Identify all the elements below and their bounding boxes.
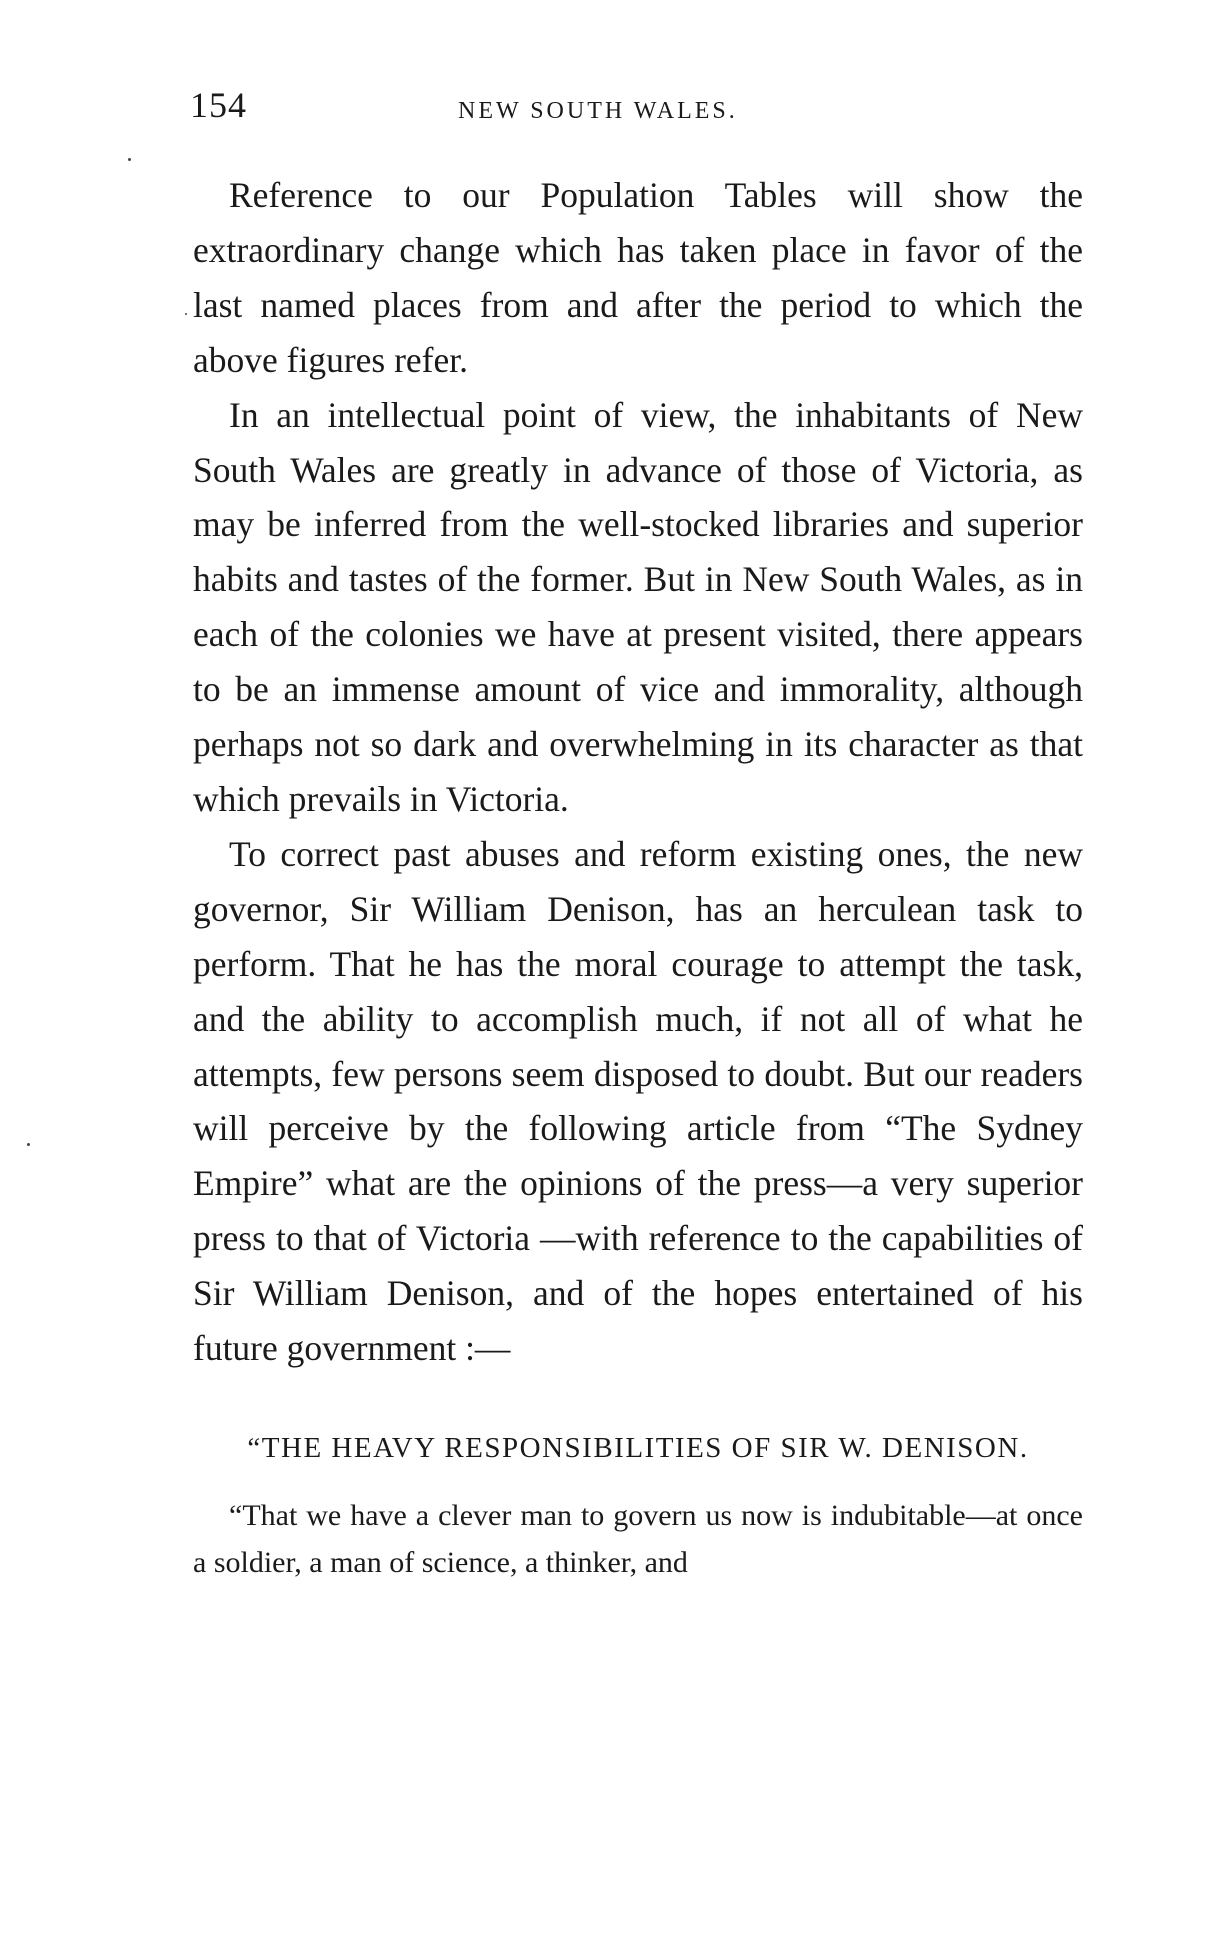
paragraph-intellectual-view: In an intellectual point of view, the inhabitants of New South Wales are greatly in advance of those of Victoria, as may be inferred from the well-stocked libraries and superior habits and tastes of the former. But in New South Wales, as in each of the colonies we have at present visited, there appears to be an immense amount of vice and immorality, although perhaps not so dark and overwhelming in its character as that which prevails in Victoria. — [193, 394, 1083, 819]
quoted-article-heading: “THE HEAVY RESPONSIBILITIES OF SIR W. DENISON. — [247, 1431, 1029, 1464]
running-head — [190, 84, 1080, 134]
running-title: NEW SOUTH WALES. — [458, 98, 738, 124]
print-speck — [185, 313, 187, 315]
paragraph-population-tables: Reference to our Population Tables will show the extraordinary change which has taken place in favor of the last named places from and after the period to which the above figures refer. — [193, 175, 1083, 380]
quoted-article-text: “That we have a clever man to govern us now is indubitable—at once a soldier, a man of science, a thinker, and — [193, 1498, 1083, 1579]
body-text — [193, 168, 1083, 1586]
print-speck — [27, 1143, 30, 1146]
print-speck — [128, 158, 131, 161]
paragraph-governor-denison: To correct past abuses and reform existing ones, the new governor, Sir William Denison, has an herculean task to perform. That he has the moral courage to attempt the task, and the ability to accomplish much, if not all of what he attempts, few persons seem disposed to doubt. But our readers will perceive by the following article from “The Sydney Empire” what are the opinions of the press—a very superior press to that of Victoria —with reference to the capabilities of Sir William Denison, and of the hopes entertained of his future government :— — [193, 833, 1083, 1369]
page-number: 154 — [190, 85, 247, 125]
